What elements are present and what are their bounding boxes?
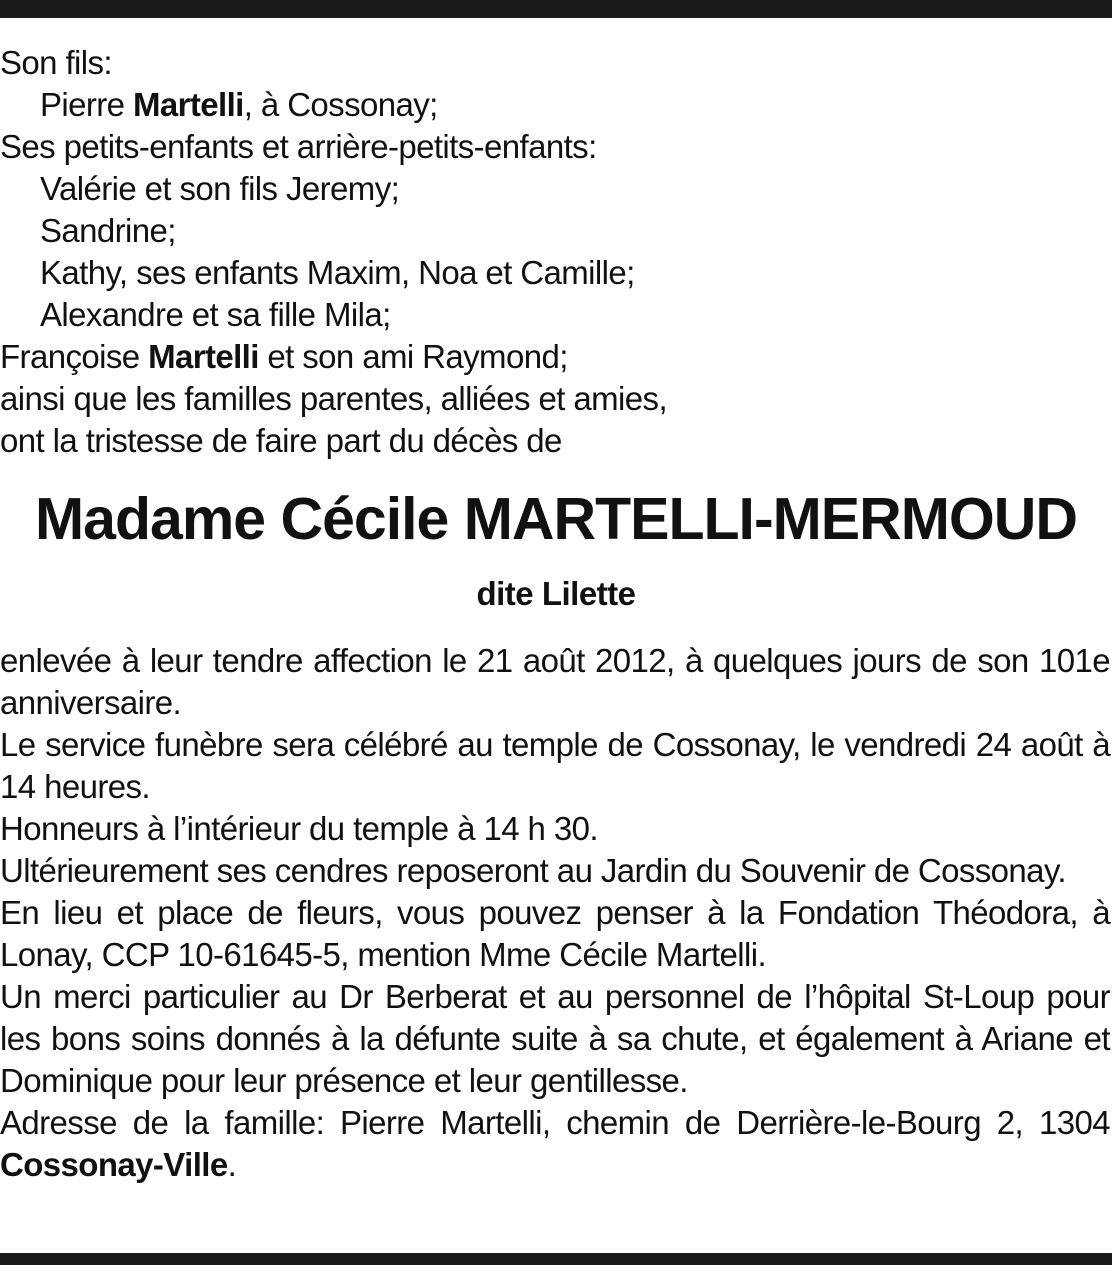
family-line [0, 336, 1112, 378]
surname-bold: Martelli [133, 86, 244, 123]
text-segment: Françoise [0, 338, 149, 375]
family-line: Kathy, ses enfants Maxim, Noa et Camille; [40, 254, 635, 291]
text-segment: et son ami Raymond; [258, 338, 568, 375]
body-paragraph: Honneurs à l’intérieur du temple à 14 h 30. [0, 810, 598, 847]
family-line: Sandrine; [40, 212, 176, 249]
body-paragraph: En lieu et place de fleurs, vous pouvez penser à la Fondation Théodora, à Lonay, CCP 10-61645-5, mention Mme Cécile Martelli. [0, 894, 1110, 973]
body-paragraph: Ultérieurement ses cendres reposeront au Jardin du Souvenir de Cossonay. [0, 852, 1066, 889]
bottom-border-rule [0, 1253, 1112, 1265]
family-address [0, 1102, 1110, 1186]
obituary-body [0, 640, 1110, 1186]
body-paragraph: Le service funèbre sera célébré au temple de Cossonay, le vendredi 24 août à 14 heures. [0, 726, 1110, 805]
text-segment: . [227, 1146, 237, 1183]
body-paragraph: enlevée à leur tendre affection le 21 août 2012, à quelques jours de son 101e anniversaire. [0, 642, 1110, 721]
family-line: Son fils: [0, 44, 112, 81]
body-paragraph: Un merci particulier au Dr Berberat et au personnel de l’hôpital St-Loup pour les bons soins donnés à la défunte suite à sa chute, et également à Ariane et Dominique pour leur présence et leur gentillesse. [0, 978, 1110, 1099]
family-line: Ses petits-enfants et arrière-petits-enfants: [0, 128, 597, 165]
family-line: ainsi que les familles parentes, alliées et amies, [0, 380, 668, 417]
town-bold: Cossonay-Ville [0, 1146, 228, 1183]
text-segment: , à Cossonay; [243, 86, 438, 123]
text-segment: Adresse de la famille: Pierre Martelli, chemin de Derrière-le-Bourg 2, 1304 [0, 1104, 1110, 1141]
family-line: Valérie et son fils Jeremy; [40, 170, 400, 207]
deceased-name: Madame Cécile MARTELLI-MERMOUD [35, 486, 1077, 552]
surname-bold: Martelli [148, 338, 259, 375]
family-line: ont la tristesse de faire part du décès de [0, 422, 562, 459]
text-segment: Pierre [40, 86, 133, 123]
deceased-nickname: dite Lilette [476, 575, 636, 612]
family-line: Alexandre et sa fille Mila; [40, 296, 391, 333]
top-border-rule [0, 0, 1112, 18]
family-announcement [0, 42, 1112, 462]
family-line [0, 84, 1112, 126]
